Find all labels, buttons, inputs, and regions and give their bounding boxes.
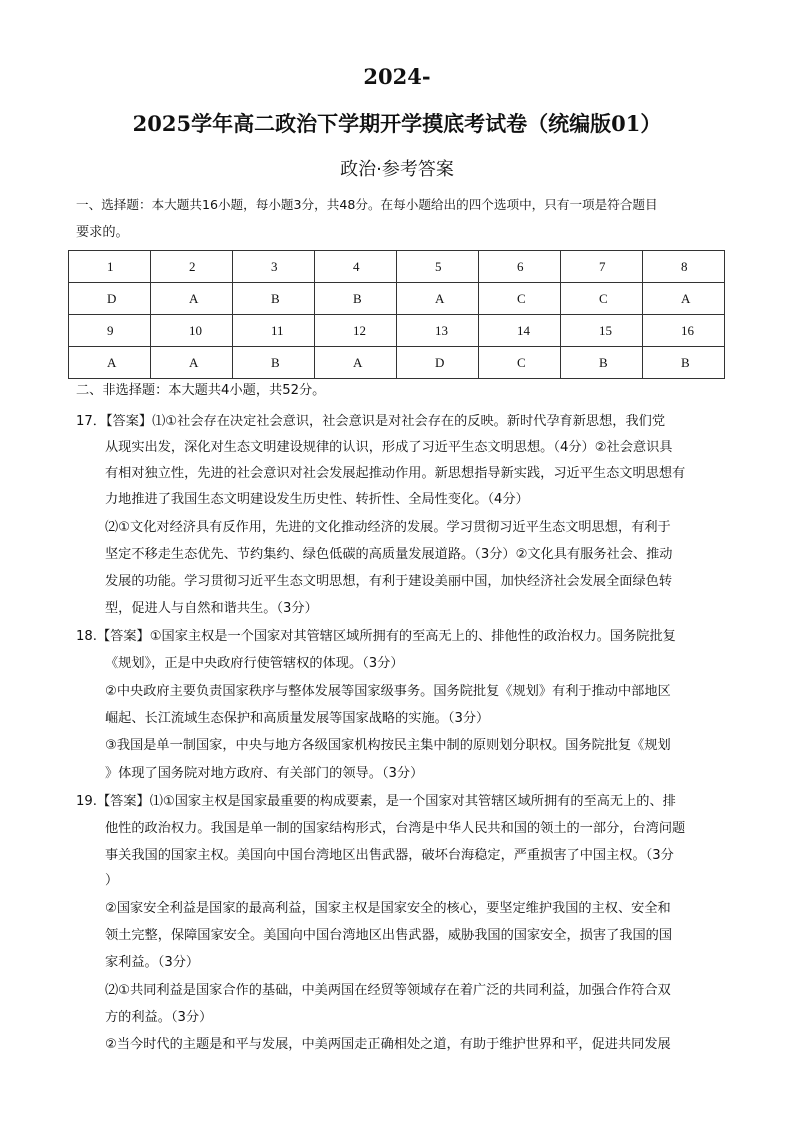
table-cell: 5 [397, 251, 479, 283]
section2-heading: 二、非选择题：本大题共4小题，共52分。 [76, 383, 326, 398]
table-cell: A [643, 283, 725, 315]
q17-line: 有相对独立性，先进的社会意识对社会发展起推动作用。新思想指导新实践，习近平生态文明思想有 [105, 466, 686, 481]
table-cell: D [397, 347, 479, 379]
q19-line: 事关我国的国家主权。美国向中国台湾地区出售武器，破坏台海稳定，严重损害了中国主权。（3分 [105, 848, 674, 863]
table-cell: 8 [643, 251, 725, 283]
q19-line: 家利益。（3分） [105, 955, 200, 970]
q19-line: 领土完整，保障国家安全。美国向中国台湾地区出售武器，威胁我国的国家安全，损害了我国的国 [105, 928, 673, 943]
table-cell: B [315, 283, 397, 315]
q17-line: 型，促进人与自然和谐共生。（3分） [105, 601, 318, 616]
table-cell: 1 [69, 251, 151, 283]
q17-line: 坚定不移走生态优先、节约集约、绿色低碳的高质量发展道路。（3分）②文化具有服务社会、推动 [105, 547, 673, 562]
table-cell: A [397, 283, 479, 315]
q17-line: 力地推进了我国生态文明建设发生历史性、转折性、全局性变化。（4分） [105, 492, 529, 507]
q19-line: ） [105, 873, 119, 888]
q19-line: 他性的政治权力。我国是单一制的国家结构形式，台湾是中华人民共和国的领土的一部分，台湾问题 [105, 821, 686, 836]
document-title-line2: 2025学年高二政治下学期开学摸底考试卷（统编版01） [132, 111, 662, 136]
q19-line: ②国家安全利益是国家的最高利益，国家主权是国家安全的核心，要坚定维护我国的主权、安全和 [105, 901, 671, 916]
table-cell: 9 [69, 315, 151, 347]
table-cell: A [315, 347, 397, 379]
q17-line: ⑵①文化对经济具有反作用，先进的文化推动经济的发展。学习贯彻习近平生态文明思想，有利于 [105, 520, 671, 535]
section1-heading-line2: 要求的。 [76, 225, 129, 240]
table-row [69, 315, 725, 347]
q18-line: ②中央政府主要负责国家秩序与整体发展等国家级事务。国务院批复《规划》有利于推动中部地区 [105, 684, 671, 699]
table-cell: B [561, 347, 643, 379]
table-cell: 4 [315, 251, 397, 283]
table-cell: C [479, 347, 561, 379]
table-cell: 14 [479, 315, 561, 347]
table-cell: 12 [315, 315, 397, 347]
document-title-line1: 2024- [363, 64, 431, 89]
section1-heading-line1: 一、选择题：本大题共16小题，每小题3分，共48分。在每小题给出的四个选项中，只有一项是符合题目 [76, 197, 658, 212]
table-cell: 16 [643, 315, 725, 347]
table-row [69, 283, 725, 315]
table-cell: 15 [561, 315, 643, 347]
q19-line: ②当今时代的主题是和平与发展，中美两国走正确相处之道，有助于维护世界和平，促进共同发展 [105, 1037, 671, 1052]
table-row [69, 251, 725, 283]
q17-line: 发展的功能。学习贯彻习近平生态文明思想，有利于建设美丽中国，加快经济社会发展全面绿色转 [105, 574, 673, 589]
document-subtitle: 政治·参考答案 [340, 159, 454, 180]
table-cell: 11 [233, 315, 315, 347]
table-cell: A [151, 283, 233, 315]
table-cell: 3 [233, 251, 315, 283]
table-cell: 7 [561, 251, 643, 283]
table-cell: B [233, 347, 315, 379]
table-cell: A [69, 347, 151, 379]
q18-line: ③我国是单一制国家，中央与地方各级国家机构按民主集中制的原则划分职权。国务院批复《规划 [105, 738, 671, 753]
answer-table [68, 250, 725, 379]
table-cell: 2 [151, 251, 233, 283]
table-cell: 10 [151, 315, 233, 347]
table-cell: C [561, 283, 643, 315]
q18-line: 》体现了国务院对地方政府、有关部门的领导。（3分） [105, 766, 424, 781]
table-cell: D [69, 283, 151, 315]
q18-line: 18.【答案】①国家主权是一个国家对其管辖区域所拥有的至高无上的、排他性的政治权力。国务院批复 [76, 629, 676, 644]
table-cell: 13 [397, 315, 479, 347]
table-cell: C [479, 283, 561, 315]
q19-line: 方的利益。（3分） [105, 1010, 213, 1025]
table-cell: B [233, 283, 315, 315]
q17-line: 从现实出发，深化对生态文明建设规律的认识，形成了习近平生态文明思想。（4分）②社会意识具 [105, 440, 673, 455]
table-cell: B [643, 347, 725, 379]
table-row [69, 347, 725, 379]
table-cell: 6 [479, 251, 561, 283]
q19-line: ⑵①共同利益是国家合作的基础，中美两国在经贸等领域存在着广泛的共同利益，加强合作符合双 [105, 983, 671, 998]
q18-line: 崛起、长江流域生态保护和高质量发展等国家战略的实施。（3分） [105, 711, 490, 726]
q17-line: 17．【答案】⑴①社会存在决定社会意识，社会意识是对社会存在的反映。新时代孕育新思想，我们党 [76, 414, 666, 429]
q18-line: 《规划》，正是中央政府行使管辖权的体现。（3分） [105, 656, 404, 671]
table-cell: A [151, 347, 233, 379]
q19-line: 19.【答案】⑴①国家主权是国家最重要的构成要素，是一个国家对其管辖区域所拥有的至高无上的、排 [76, 794, 676, 809]
